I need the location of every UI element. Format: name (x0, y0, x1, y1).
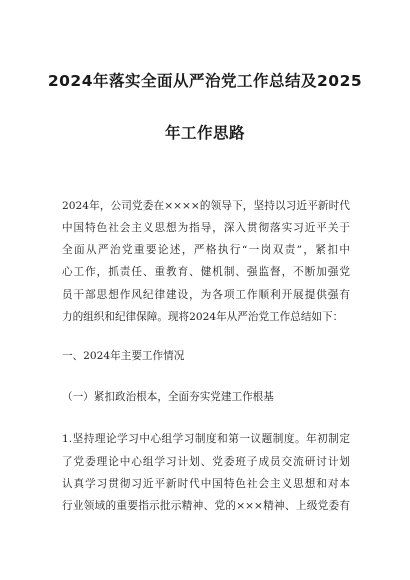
intro-paragraph-line-6: 力的组织和纪律保障。现将2024年从严治党工作总结如下： (62, 311, 344, 323)
item-1-line-4: 行业领域的重要指示批示精神、党的×××精神、上级党委有 (62, 500, 350, 512)
intro-paragraph-line-1: 2024年，公司党委在××××的领导下，坚持以习近平新时代 (62, 200, 350, 212)
item-1-line-3: 认真学习贯彻习近平新时代中国特色社会主义思想和对本 (62, 478, 350, 490)
intro-paragraph-line-5: 员干部思想作风纪律建设，为各项工作顺利开展提供强有 (62, 289, 350, 301)
document-title-line-2: 年工作思路 (164, 124, 245, 142)
intro-paragraph-line-2: 中国特色社会主义思想为指导，深入贯彻落实习近平关于 (62, 222, 350, 234)
intro-paragraph-line-3: 全面从严治党重要论述，严格执行“一岗双责”，紧扣中 (62, 244, 350, 256)
intro-paragraph-line-4: 心工作，抓责任、重教育、健机制、强监督，不断加强党 (62, 266, 350, 278)
section-heading-1: 一、2024年主要工作情况 (62, 350, 185, 362)
subsection-heading-1: （一）紧扣政治根本，全面夯实党建工作根基 (62, 391, 274, 403)
item-1-line-1: 1.坚持理论学习中心组学习制度和第一议题制度。年初制定 (62, 433, 350, 445)
document-title-line-1: 2024年落实全面从严治党工作总结及2025 (47, 72, 363, 90)
item-1-line-2: 了党委理论中心组学习计划、党委班子成员交流研讨计划 (62, 456, 350, 468)
